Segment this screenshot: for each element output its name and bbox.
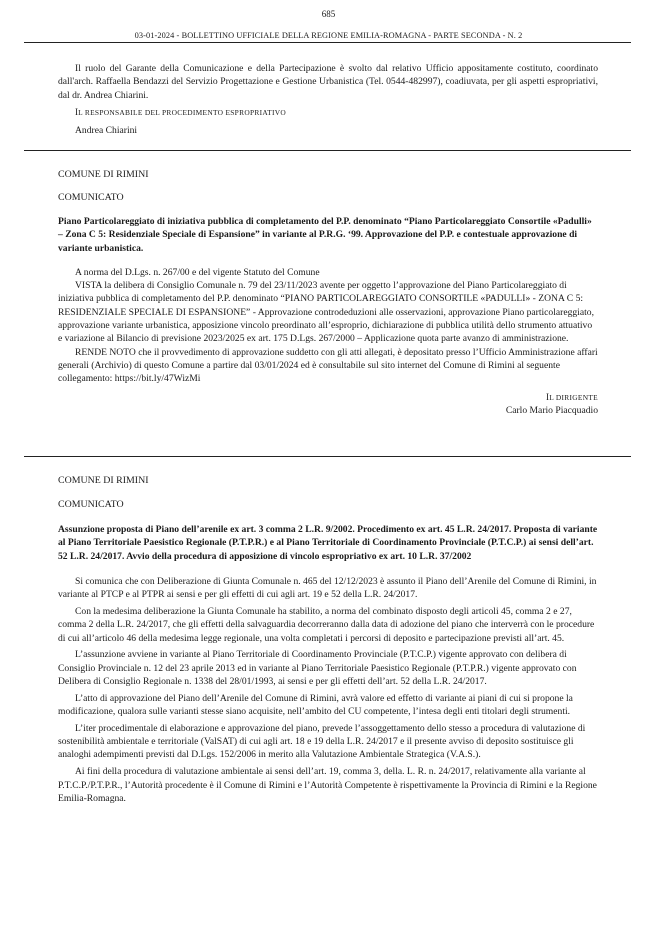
intro-section — [58, 62, 598, 137]
notice-title: Piano Particolareggiato di iniziativa pubblica di completamento del P.P. denominato “Piano Particolareggiato Consortile «Padulli» – Zona C 5: Residenziale Speciale di Espansione” in variante al P.R.G. ‘99. Approvazione del P.P. e contestuale approvazione di variante urbanistica. — [58, 216, 592, 254]
notice-arenile — [58, 474, 598, 805]
notice-org: COMUNE DI RIMINI — [58, 169, 149, 180]
notice-paragraph: RENDE NOTO che il provvedimento di approvazione suddetto con gli atti allegati, è depositato presso l’Ufficio Amministrazione affari generali (Archivio) di questo Comune a partire dal 03/01/2024 ed è consultabile sul sito internet del Comune di Rimini al seguente collegamento: https://bit.ly/47WizMi — [58, 346, 598, 385]
notice-paragraph: L’assunzione avviene in variante al Piano Territoriale di Coordinamento Provinciale (P.T.C.P.) vigente approvato con delibera di Consiglio Provinciale n. 12 del 23 aprile 2013 ed in variante al Piano Territoriale Paesistico Regionale (P.T.P.R.) vigente approvato con Delibera di Consiglio Regionale n. 1338 del 28/01/1993, ai sensi e per gli effetti dell’art. 52 della L.R. 24/2017. — [58, 649, 577, 687]
running-header: 03-01-2024 - BOLLETTINO UFFICIALE DELLA REGIONE EMILIA-ROMAGNA - PARTE SECONDA - N. 2 — [134, 31, 523, 40]
signer-role-initial: I — [546, 391, 550, 402]
notice-paragraph: VISTA la delibera di Consiglio Comunale n. 79 del 23/11/2023 avente per oggetto l’approvazione del Piano Particolareggiato di iniziativa pubblica di completamento del P.P. denominato “PIANO PARTICOLAREGGIATO CONSORTILE «PADULLI» - ZONA C 5: RESIDENZIALE SPECIALE DI ESPANSIONE” - Approvazione controdeduzioni alle osservazioni, approvazione Piano particolareggiato, approvazione variante urbanistica, apposizione vincolo preordinato all’esproprio, dichiarazione di pubblica utilità dello strumento attuativo e variazione al Bilancio di previsione 2023/2025 ex art. 175 D.Lgs. 267/2000 – Applicazione quota parte avanzo di amministrazione. — [58, 280, 594, 345]
signer-name: Carlo Mario Piacquadio — [505, 404, 598, 416]
notice-title: Assunzione proposta di Piano dell’arenile ex art. 3 comma 2 L.R. 9/2002. Procedimento ex art. 45 L.R. 24/2017. Proposta di variante al Piano Territoriale Paesistico Regionale (P.T.P.R.) e al Piano Territoriale di Coordinamento Provinciale (P.T.C.P.) ai sensi dell’art. 52 L.R. 24/2017. Avvio della procedura di apposizione di vincolo espropriativo ex art. 10 L.R. 37/2002 — [58, 524, 598, 562]
intro-paragraph: Il ruolo del Garante della Comunicazione e della Partecipazione è svolto dal relativo Ufficio appositamente costituto, coordinato dall'arch. Raffaella Bendazzi del Servizio Progettazione e Gestione Urbanistica (Tel. 0544-482997), coadiuvata, per gli aspetti espropriativi, dal dr. Andrea Chiarini. — [58, 63, 598, 101]
signer-role-initial: I — [75, 106, 79, 117]
notice-kind: COMUNICATO — [58, 499, 124, 510]
section-divider — [24, 456, 631, 457]
signer-role — [58, 392, 598, 402]
notice-paragraph: Si comunica che con Deliberazione di Giunta Comunale n. 465 del 12/12/2023 è assunto il Piano dell’Arenile del Comune di Rimini, in variante al PTCP e al PTPR ai sensi e per gli effetti di cui agli art. 19 e 52 della L.R. 24/2017. — [58, 575, 597, 601]
notice-paragraph: Con la medesima deliberazione la Giunta Comunale ha stabilito, a norma del combinato disposto degli articoli 45, comma 2 e 27, comma 2 della L.R. 24/2017, che gli effetti della salvaguardia decorreranno dalla data di adozione del piano che interverrà con le procedure di cui all’articolo 46 della medesima legge regionale, una volta completati i percorsi di deposito e partecipazione previsti all’art. 45. — [58, 605, 595, 644]
notice-paragraph: A norma del D.Lgs. n. 267/00 e del vigente Statuto del Comune — [75, 266, 320, 278]
header-rule — [24, 42, 631, 43]
notice-paragraph: Ai fini della procedura di valutazione ambientale ai sensi dell’art. 19, comma 3, della. L. R. n. 24/2017, relativamente alla variante al P.T.C.P./P.T.P.R., l’Autorità procedente è il Comune di Rimini e l’Autorità Competente è rispettivamente la Provincia di Rimini e la Regione Emilia-Romagna. — [58, 766, 597, 804]
signer-role-rest: L RESPONSABILE DEL PROCEDIMENTO ESPROPRIATIVO — [78, 107, 287, 117]
notice-paragraph: L’iter procedimentale di elaborazione e approvazione del piano, prevede l’assoggettamento dello stesso a procedura di valutazione di sostenibilità ambientale e territoriale (ValSAT) di cui agli art. 18 e 19 della L.R. 24/2017 e il presente avviso di deposito sostituisce gli analoghi adempimenti previsti dal D.Lgs. 152/2006 in merito alla Valutazione Ambientale Strategica (V.A.S.). — [58, 722, 586, 761]
signer-name: Andrea Chiarini — [75, 125, 138, 137]
notice-kind: COMUNICATO — [58, 192, 124, 203]
signer-role — [58, 106, 598, 119]
section-divider — [24, 150, 631, 151]
notice-padulli — [58, 168, 598, 416]
page-number: 685 — [321, 9, 336, 19]
signer-role-rest: L DIRIGENTE — [549, 392, 598, 402]
notice-body — [58, 575, 598, 805]
notice-body — [58, 266, 598, 386]
notice-paragraph: L’atto di approvazione del Piano dell’Arenile del Comune di Rimini, avrà valore ed effetto di variante ai piani di cui si propone la modificazione, qualora sulle varianti stesse siano acquisite, nell’ambito del CU competente, l’intesa degli enti titolari degli strumenti. — [58, 692, 573, 718]
notice-org: COMUNE DI RIMINI — [58, 475, 149, 486]
